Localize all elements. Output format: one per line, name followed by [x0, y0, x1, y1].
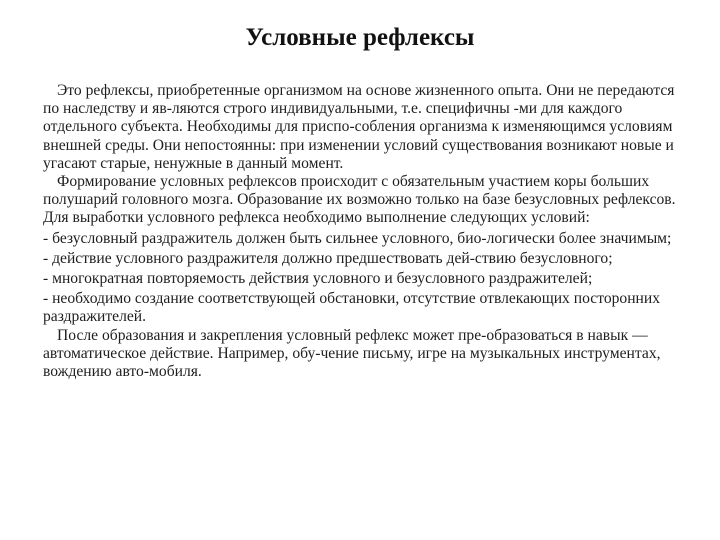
slide-title: Условные рефлексы [245, 24, 475, 51]
paragraph-formation: Формирование условных рефлексов происходит с обязательным участием коры больших полушарий головного мозга. Образование их возможно только на базе безусловных рефлексов. Для выработки условного рефлекса необходимо выполнение следующих условий: [43, 173, 676, 227]
paragraph-skill: После образования и закрепления условный рефлекс может пре-образоваться в навык — автоматическое действие. Например, обу-чение письму, игре на музыкальных инструментах, вождению авто-мобиля. [43, 326, 661, 381]
condition-item: - безусловный раздражитель должен быть сильнее условного, био-логически более значимым; [43, 229, 672, 247]
condition-item: - действие условного раздражителя должно предшествовать дей-ствию безусловного; [43, 249, 613, 267]
paragraph-definition: Это рефлексы, приобретенные организмом на основе жизненного опыта. Они не передаются по наследству и яв-ляются строго индивидуальными, т.е. специфичны -ми для каждого отдельного субъекта. Необходимы для приспо-собления организма к изменяющимся условиям внешней среды. Они непостоянны: при изменении условий существования возникают новые и угасают старые, ненужные в данный момент. [43, 82, 675, 172]
slide-body [43, 82, 693, 381]
condition-item: - многократная повторяемость действия условного и безусловного раздражителей; [43, 270, 593, 288]
condition-item: - необходимо создание соответствующей обстановки, отсутствие отвлекающих посторонних раздражителей. [43, 290, 661, 326]
